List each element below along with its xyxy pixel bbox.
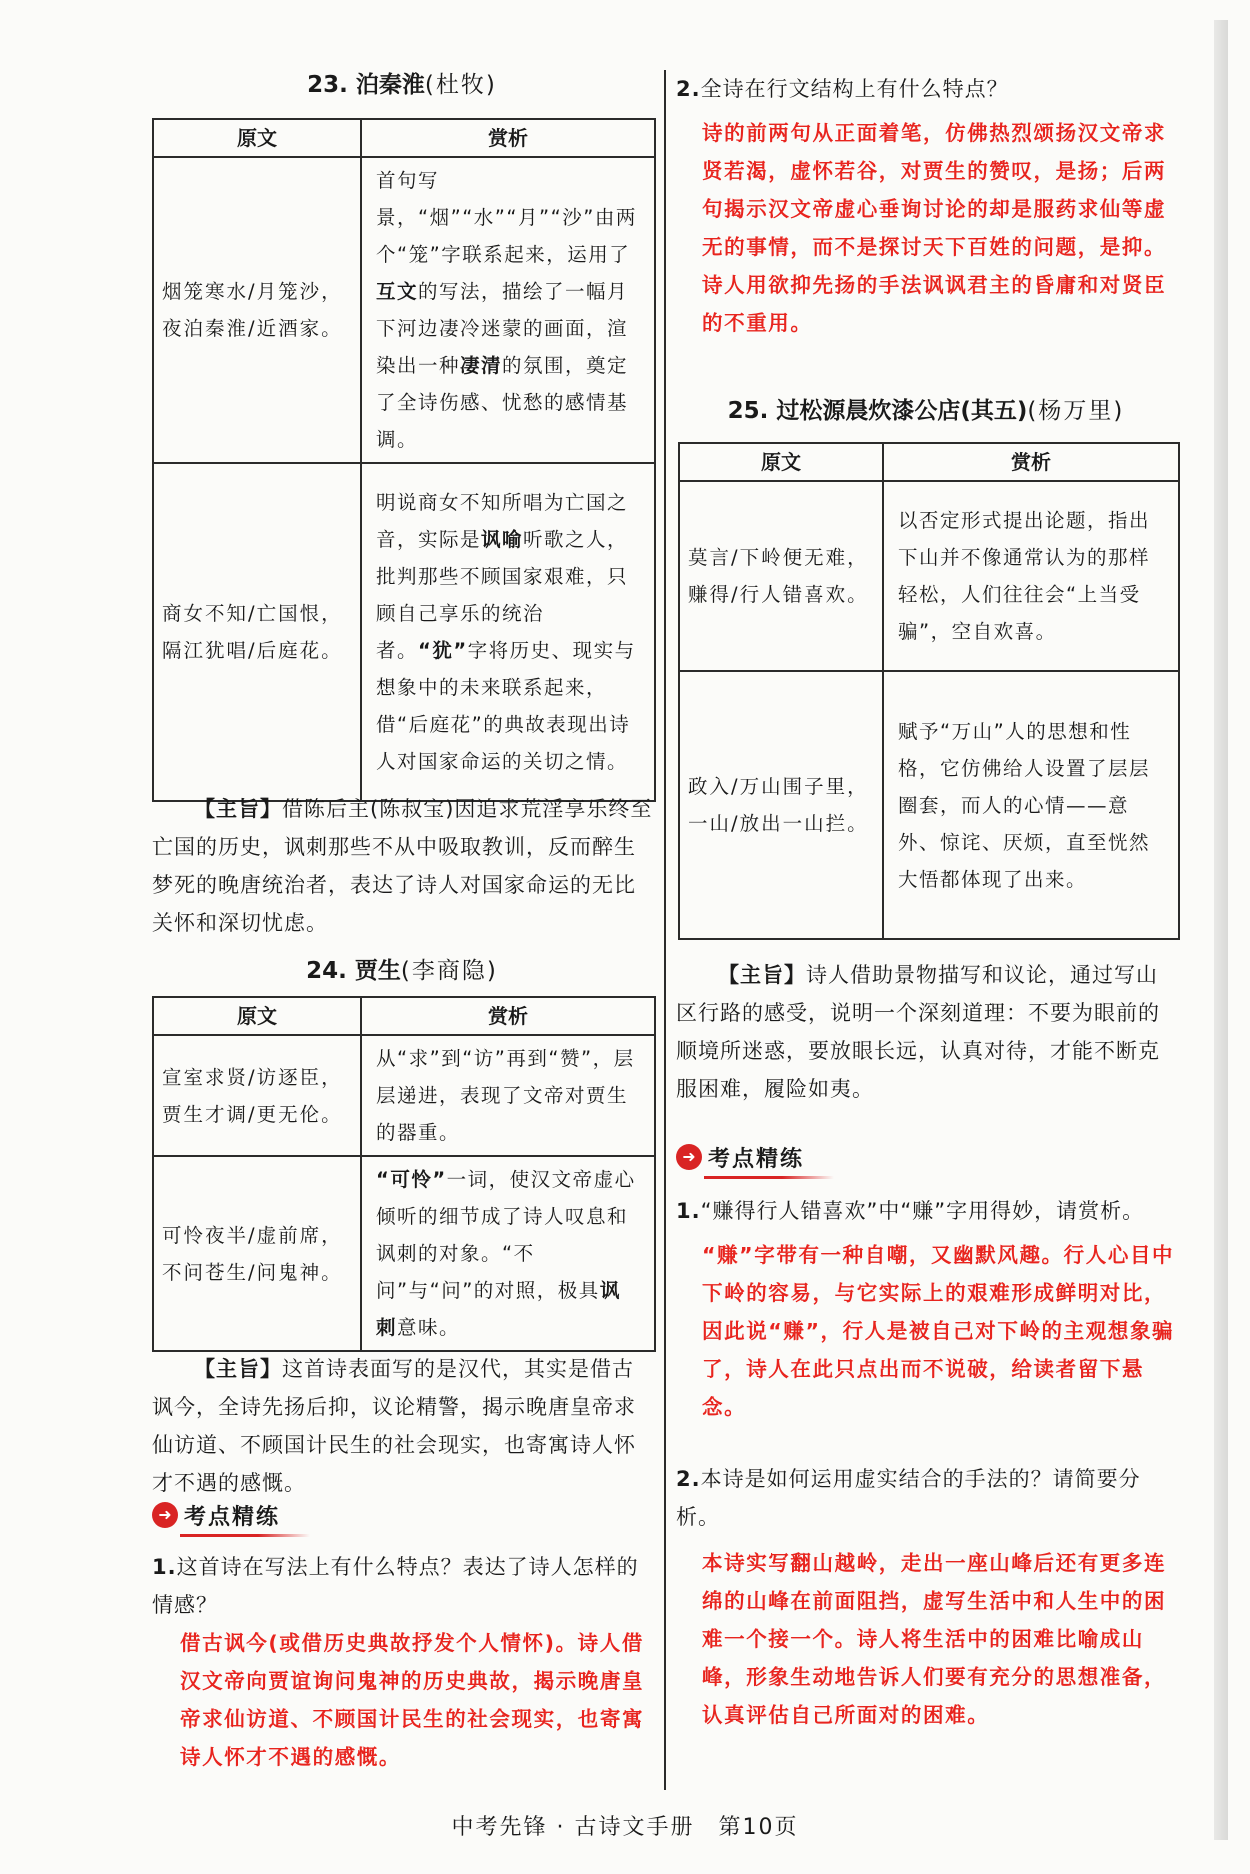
theme-label: 【主旨】 <box>194 797 282 821</box>
poem23-col-orig: 原文 <box>153 119 361 157</box>
anal-highlight: “犹” <box>418 639 468 662</box>
theme-text: 诗人借助景物描写和议论，通过写山区行路的感受，说明一个深刻道理：不要为眼前的顺境所迷惑，要放眼长远，认真对待，才能不断克服困难，履险如夷。 <box>676 963 1160 1101</box>
poem25-a1: “赚”字带有一种自嘲，又幽默风趣。行人心目中下岭的容易，与它实际上的艰难形成鲜明对比，因此说“赚”，行人是被自己对下岭的主观想象骗了，诗人在此只点出而不说破，给读者留下悬念。 <box>702 1243 1175 1419</box>
poem23-title <box>152 66 652 99</box>
anal-highlight: 互文 <box>376 280 419 303</box>
poem24-row2-anal <box>361 1156 655 1351</box>
question-number: 1. <box>676 1199 701 1223</box>
poem24-theme <box>152 1350 654 1502</box>
poem25-table <box>678 442 1180 940</box>
poem23-author: (杜牧) <box>424 72 497 98</box>
anal-text: 首句写景，“烟”“水”“月”“沙”由两个“笼”字联系起来，运用了 <box>376 169 637 266</box>
question-text: 全诗在行文结构上有什么特点？ <box>700 77 1009 101</box>
poem23-theme <box>152 790 654 942</box>
poem25-row2-orig: 政入/万山围子里，一山/放出一山拦。 <box>679 671 883 939</box>
question-text: 这首诗在写法上有什么特点？表达了诗人怎样的情感？ <box>152 1555 639 1617</box>
poem24-author: (李商隐) <box>400 958 498 984</box>
anal-text: 听歌之人，批判那些不顾国家艰难，只顾自己享乐的统治者。 <box>376 528 629 662</box>
poem25-col-orig: 原文 <box>679 443 883 481</box>
poem24-title <box>152 952 652 985</box>
poem25-col-anal: 赏析 <box>883 443 1179 481</box>
poem24-table <box>152 996 656 1352</box>
poem25-row1-orig: 莫言/下岭便无难，赚得/行人错喜欢。 <box>679 481 883 671</box>
question-number: 2. <box>676 1467 701 1491</box>
poem23-row2-anal <box>361 463 655 801</box>
anal-highlight: 讽喻 <box>481 528 524 551</box>
poem24-q2 <box>676 70 1176 108</box>
poem25-q1 <box>676 1192 1178 1230</box>
poem23-table <box>152 118 656 802</box>
poem25-row1-anal: 以否定形式提出论题，指出下山并不像通常认为的那样轻松，人们往往会“上当受骗”，空自欢喜。 <box>883 481 1179 671</box>
poem25-row2-anal: 赋予“万山”人的思想和性格，它仿佛给人设置了层层圈套，而人的心情——意外、惊诧、厌烦，直至恍然大悟都体现了出来。 <box>883 671 1179 939</box>
theme-text: 这首诗表面写的是汉代，其实是借古讽今，全诗先扬后抑，议论精警，揭示晚唐皇帝求仙访道、不顾国计民生的社会现实，也寄寓诗人怀才不遇的感慨。 <box>152 1357 636 1495</box>
anal-text: 明说商女不知所唱为亡国之音，实际是 <box>376 491 629 551</box>
poem25-q2 <box>676 1460 1178 1536</box>
poem24-col-anal: 赏析 <box>361 997 655 1035</box>
page-footer: 中考先锋 · 古诗文手册 第10页 <box>451 1815 799 1840</box>
poem23-col-anal: 赏析 <box>361 119 655 157</box>
anal-text: 的写法，描绘了一幅月下河边凄冷迷蒙的画面，渲染出一种 <box>376 280 629 377</box>
poem23-row1-anal <box>361 157 655 463</box>
anal-highlight: 凄清 <box>460 354 503 377</box>
question-number: 1. <box>152 1555 177 1579</box>
anal-text: 的氛围，奠定了全诗伤感、忧愁的感情基调。 <box>376 354 629 451</box>
theme-label: 【主旨】 <box>194 1357 282 1381</box>
column-divider <box>664 70 666 1790</box>
poem24-col-orig: 原文 <box>153 997 361 1035</box>
question-number: 2. <box>676 77 701 101</box>
poem24-practice-head <box>152 1498 280 1532</box>
poem25-title-text: 25. 过松源晨炊漆公店(其五) <box>727 398 1028 424</box>
anal-text: 意味。 <box>397 1316 461 1339</box>
question-text: 本诗是如何运用虚实结合的手法的？请简要分析。 <box>676 1467 1141 1529</box>
poem23-title-text: 23. 泊秦淮 <box>307 72 425 98</box>
poem24-q1 <box>152 1548 654 1624</box>
poem24-row1-anal: 从“求”到“访”再到“赞”，层层递进，表现了文帝对贾生的器重。 <box>361 1035 655 1156</box>
poem25-title <box>676 392 1176 425</box>
anal-highlight: “可怜” <box>376 1168 447 1191</box>
arrow-circle-icon: ➜ <box>152 1502 178 1528</box>
poem24-a2: 诗的前两句从正面着笔，仿佛热烈颂扬汉文帝求贤若渴，虚怀若谷，对贾生的赞叹，是扬；后两句揭示汉文帝虚心垂询讨论的却是服药求仙等虚无的事情，而不是探讨天下百姓的问题，是抑。诗人用欲抑先扬的手法讽讽君主的昏庸和对贤臣的不重用。 <box>702 121 1167 335</box>
practice-head-text: 考点精练 <box>708 1142 804 1173</box>
poem23-row1-orig: 烟笼寒水/月笼沙，夜泊秦淮/近酒家。 <box>153 157 361 463</box>
poem25-author: (杨万里) <box>1027 398 1125 424</box>
poem24-row2-orig: 可怜夜半/虚前席，不问苍生/问鬼神。 <box>153 1156 361 1351</box>
anal-highlight: 讽刺 <box>376 1279 621 1339</box>
poem24-a1: 借古讽今(或借历史典故抒发个人情怀)。诗人借汉文帝向贾谊询问鬼神的历史典故，揭示晚唐皇帝求仙访道、不顾国计民生的社会现实，也寄寓诗人怀才不遇的感慨。 <box>180 1631 645 1769</box>
practice-head-text: 考点精练 <box>184 1500 280 1531</box>
page-edge <box>1214 20 1228 1840</box>
arrow-circle-icon: ➜ <box>676 1144 702 1170</box>
anal-text: 字将历史、现实与想象中的未来联系起来，借“后庭花”的典故表现出诗人对国家命运的关切之情。 <box>376 639 636 773</box>
anal-text: 一词，使汉文帝虚心倾听的细节成了诗人叹息和讽刺的对象。“不问”与“问”的对照，极具 <box>376 1168 636 1302</box>
theme-label: 【主旨】 <box>718 963 806 987</box>
poem25-theme <box>676 956 1178 1108</box>
poem24-row1-orig: 宣室求贤/访逐臣，贾生才调/更无伦。 <box>153 1035 361 1156</box>
poem25-practice-head <box>676 1140 804 1174</box>
poem24-title-text: 24. 贾生 <box>306 958 401 984</box>
question-text: “赚得行人错喜欢”中“赚”字用得妙，请赏析。 <box>700 1199 1145 1223</box>
theme-text: 借陈后主(陈叔宝)因追求荒淫享乐终至亡国的历史，讽刺那些不从中吸取教训，反而醉生梦死的晚唐统治者，表达了诗人对国家命运的无比关怀和深切忧虑。 <box>152 797 653 935</box>
poem25-a2: 本诗实写翻山越岭，走出一座山峰后还有更多连绵的山峰在前面阻挡，虚写生活中和人生中的困难一个接一个。诗人将生活中的困难比喻成山峰，形象生动地告诉人们要有充分的思想准备，认真评估自己所面对的困难。 <box>702 1551 1167 1727</box>
poem23-row2-orig: 商女不知/亡国恨，隔江犹唱/后庭花。 <box>153 463 361 801</box>
